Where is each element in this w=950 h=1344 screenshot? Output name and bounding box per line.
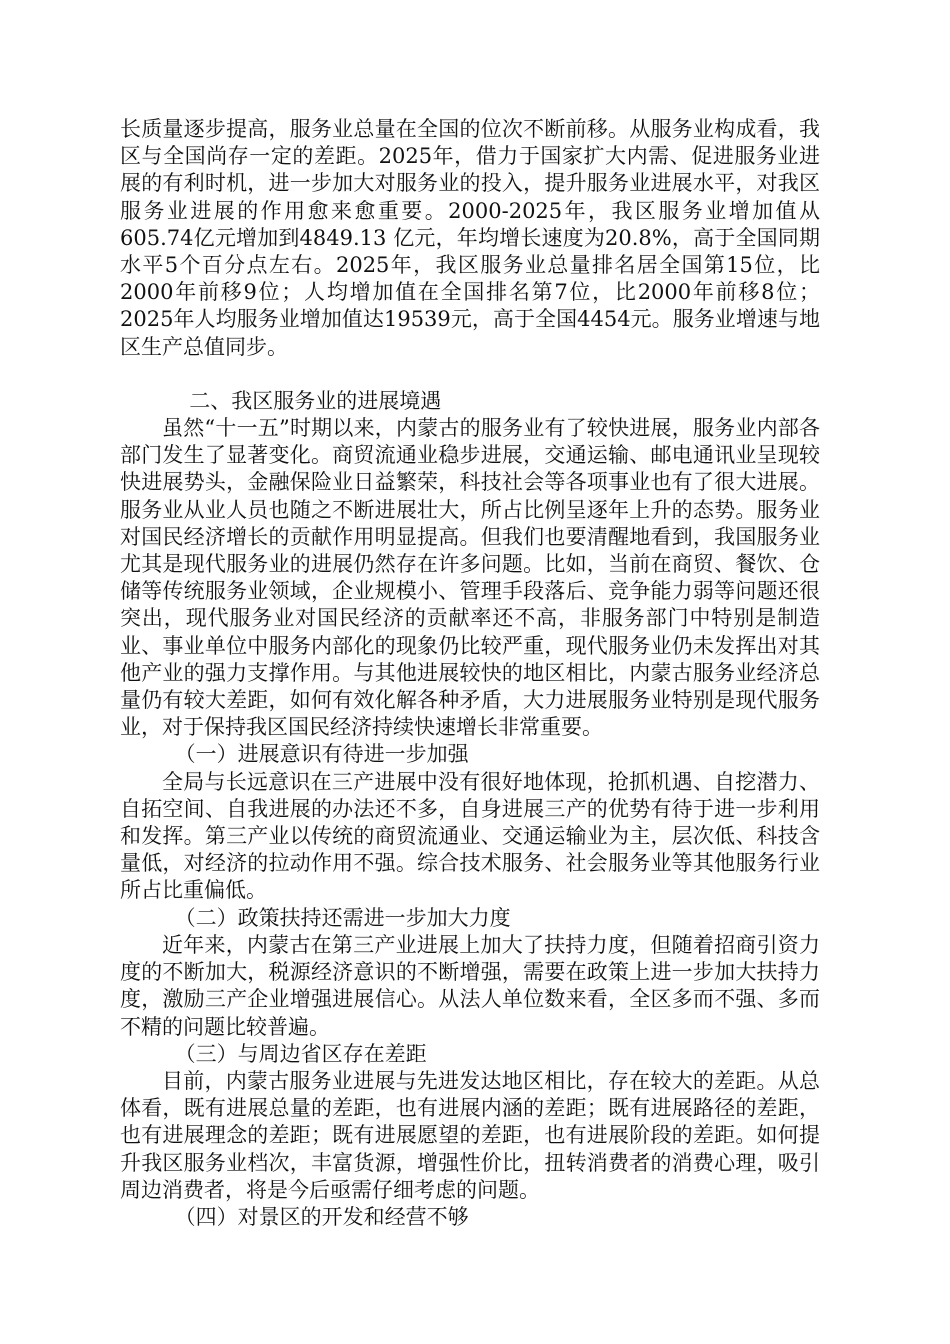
paragraph-awareness: 全局与长远意识在三产进展中没有很好地体现，抢抓机遇、自挖潜力、自拓空间、自我进展的办法还不多，自身进展三产的优势有待于进一步利用和发挥。第三产业以传统的商贸流通业、交通运输业为主，层次低、科技含量低，对经济的拉动作用不强。综合技术服务、社会服务业等其他服务行业所占比重偏低。 xyxy=(120,769,820,903)
paragraph-gap-regions: 目前，内蒙古服务业进展与先进发达地区相比，存在较大的差距。从总体看，既有进展总量的差距，也有进展内涵的差距；既有进展路径的差距，也有进展理念的差距；既有进展愿望的差距，也有进展阶段的差距。如何提升我区服务业档次，丰富货源，增强性价比，扭转消费者的消费心理，吸引周边消费者，将是今后亟需仔细考虑的问题。 xyxy=(120,1068,820,1202)
subheading-4: （四）对景区的开发和经营不够 xyxy=(174,1204,469,1229)
paragraph-policy: 近年来，内蒙古在第三产业进展上加大了扶持力度，但随着招商引资力度的不断加大，税源经济意识的不断增强，需要在政策上进一步加大扶持力度，激励三产企业增强进展信心。从法人单位数来看，全区多而不强、多而不精的问题比较普遍。 xyxy=(120,932,820,1039)
paragraph-service-growth: 长质量逐步提高，服务业总量在全国的位次不断前移。从服务业构成看，我区与全国尚存一定的差距。2025年，借力于国家扩大内需、促进服务业进展的有利时机，进一步加大对服务业的投入，提升服务业进展水平，对我区服务业进展的作用愈来愈重要。2000-2025年，我区服务业增加值从605.74亿元增加到4849.13 亿元，年均增长速度为20.8%，高于全国同期水平5个百分点左右。2025年，我区服务业总量排名居全国第15位，比2000年前移9位；人均增加值在全国排名第7位，比2000年前移8位；2025年人均服务业增加值达19539元，高于全国4454元。服务业增速与地区生产总值同步。 xyxy=(120,117,820,359)
subheading-2: （二）政策扶持还需进一步加大力度 xyxy=(174,905,511,930)
subheading-3: （三）与周边省区存在差距 xyxy=(174,1041,427,1066)
paragraph-situation: 虽然“十一五”时期以来，内蒙古的服务业有了较快进展，服务业内部各部门发生了显著变化。商贸流通业稳步进展，交通运输、邮电通讯业呈现较快进展势头，金融保险业日益繁荣，科技社会等各项事业也有了很大进展。服务业从业人员也随之不断进展壮大，所占比例呈逐年上升的态势。服务业对国民经济增长的贡献作用明显提高。但我们也要清醒地看到，我国服务业尤其是现代服务业的进展仍然存在许多问题。比如，当前在商贸、餐饮、仓储等传统服务业领域，企业规模小、管理手段落后、竞争能力弱等问题还很突出，现代服务业对国民经济的贡献率还不高，非服务部门中特别是制造业、事业单位中服务内部化的现象仍比较严重，现代服务业仍未发挥出对其他产业的强力支撑作用。与其他进展较快的地区相比，内蒙古服务业经济总量仍有较大差距，如何有效化解各种矛盾，大力进展服务业特别是现代服务业，对于保持我区国民经济持续快速增长非常重要。 xyxy=(120,416,820,740)
document-body xyxy=(120,116,820,1231)
subheading-1: （一）进展意识有待进一步加强 xyxy=(174,742,469,767)
paragraph-gap xyxy=(120,361,820,388)
section-heading-2: 二、我区服务业的进展境遇 xyxy=(189,388,442,413)
